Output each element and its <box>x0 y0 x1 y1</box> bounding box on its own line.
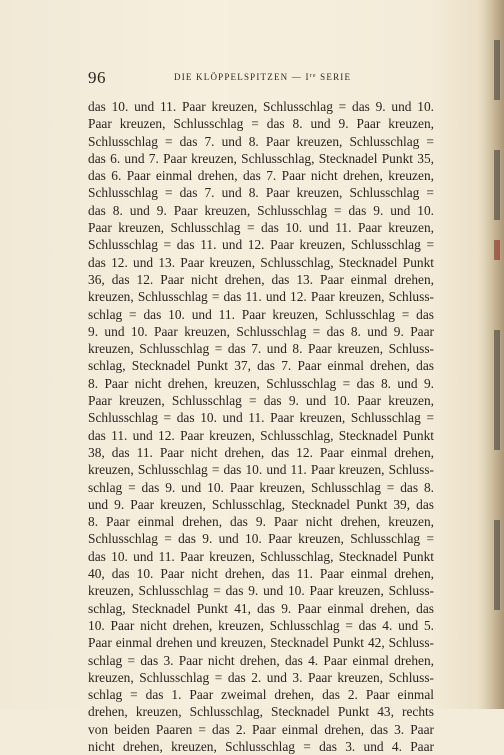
text-line: Schlusschlag = das 7. und 8. Paar kreuzen, Schlusschlag = <box>88 133 434 149</box>
text-line: das 6. und 7. Paar kreuzen, Schlusschlag, Stecknadel Punkt 35, <box>88 150 434 166</box>
text-line: kreuzen, Schlusschlag = das 9. und 10. Paar kreuzen, Schluss- <box>88 583 434 599</box>
text-line: drehen, kreuzen, Schlusschlag, Stecknadel Punkt 43, rechts <box>88 704 434 720</box>
running-title-tail: SERIE <box>316 72 352 82</box>
running-title-superscript: re <box>309 73 317 79</box>
text-line: und 9. Paar kreuzen, Schlusschlag, Stecknadel Punkt 39, das <box>88 496 434 512</box>
text-line: das 12. und 13. Paar kreuzen, Schlusschlag, Stecknadel Punkt <box>88 254 434 270</box>
text-line: schlag, Stecknadel Punkt 41, das 9. Paar einmal drehen, das <box>88 600 434 616</box>
text-line: 8. Paar einmal drehen, das 9. Paar nicht drehen, kreuzen, <box>88 514 434 530</box>
text-line: Paar kreuzen, Schlusschlag = das 10. und 11. Paar kreuzen, <box>88 220 434 236</box>
text-line: schlag = das 9. und 10. Paar kreuzen, Schlusschlag = das 8. <box>88 479 434 495</box>
text-line: kreuzen, Schlusschlag = das 10. und 11. Paar kreuzen, Schluss- <box>88 462 434 478</box>
text-line: schlag = das 3. Paar nicht drehen, das 4. Paar einmal drehen, <box>88 652 434 668</box>
page-header <box>88 68 418 88</box>
page-number: 96 <box>88 68 106 87</box>
text-line: schlag = das 1. Paar zweimal drehen, das 2. Paar einmal <box>88 687 434 703</box>
text-line: Schlusschlag = das 7. und 8. Paar kreuzen, Schlusschlag = <box>88 185 434 201</box>
text-line: das 11. und 12. Paar kreuzen, Schlusschlag, Stecknadel Punkt <box>88 427 434 443</box>
text-line: 36, das 12. Paar nicht drehen, das 13. Paar einmal drehen, <box>88 271 434 287</box>
running-title-text: DIE KLÖPPELSPITZEN — I <box>174 72 310 82</box>
running-title <box>174 72 351 82</box>
text-line: 10. Paar nicht drehen, kreuzen, Schlusschlag = das 4. und 5. <box>88 617 434 633</box>
text-line: kreuzen, Schlusschlag = das 7. und 8. Paar kreuzen, Schluss- <box>88 341 434 357</box>
text-line: von beiden Paaren = das 2. Paar einmal drehen, das 3. Paar <box>88 721 434 737</box>
text-line: schlag, Stecknadel Punkt 37, das 7. Paar einmal drehen, das <box>88 358 434 374</box>
text-line: Paar kreuzen, Schlusschlag = das 9. und 10. Paar kreuzen, <box>88 393 434 409</box>
text-line: 9. und 10. Paar kreuzen, Schlusschlag = das 8. und 9. Paar <box>88 323 434 339</box>
text-line: Paar einmal drehen und kreuzen, Stecknadel Punkt 42, Schluss- <box>88 635 434 651</box>
text-line: 38, das 11. Paar nicht drehen, das 12. Paar einmal drehen, <box>88 444 434 460</box>
text-line: Paar kreuzen, Schlusschlag = das 8. und 9. Paar kreuzen, <box>88 116 434 132</box>
text-line: kreuzen, Schlusschlag = das 2. und 3. Paar kreuzen, Schluss- <box>88 669 434 685</box>
text-line: Schlusschlag = das 11. und 12. Paar kreuzen, Schlusschlag = <box>88 237 434 253</box>
page-gutter-shadow <box>478 0 504 709</box>
text-line: Schlusschlag = das 10. und 11. Paar kreuzen, Schlusschlag = <box>88 410 434 426</box>
page-edge-mark <box>494 520 500 610</box>
text-line: kreuzen, Schlusschlag = das 11. und 12. Paar kreuzen, Schluss- <box>88 289 434 305</box>
text-line: schlag = das 10. und 11. Paar kreuzen, Schlusschlag = das <box>88 306 434 322</box>
body-text <box>88 98 434 755</box>
text-line: das 8. und 9. Paar kreuzen, Schlusschlag = das 9. und 10. <box>88 202 434 218</box>
page-edge-mark <box>494 240 500 260</box>
text-line: Schlusschlag = das 9. und 10. Paar kreuzen, Schlusschlag = <box>88 531 434 547</box>
text-line: das 10. und 11. Paar kreuzen, Schlusschlag, Stecknadel Punkt <box>88 548 434 564</box>
page-edge-mark <box>494 40 500 100</box>
text-line: 8. Paar nicht drehen, kreuzen, Schlusschlag = das 8. und 9. <box>88 375 434 391</box>
text-line: das 10. und 11. Paar kreuzen, Schlusschlag = das 9. und 10. <box>88 99 434 114</box>
text-line: 40, das 10. Paar nicht drehen, das 11. Paar einmal drehen, <box>88 566 434 582</box>
text-line: nicht drehen, kreuzen, Schlusschlag = das 3. und 4. Paar <box>88 738 434 754</box>
text-line: das 6. Paar einmal drehen, das 7. Paar nicht drehen, kreuzen, <box>88 168 434 184</box>
page-edge-mark <box>494 330 500 450</box>
page-edge-mark <box>494 150 500 220</box>
